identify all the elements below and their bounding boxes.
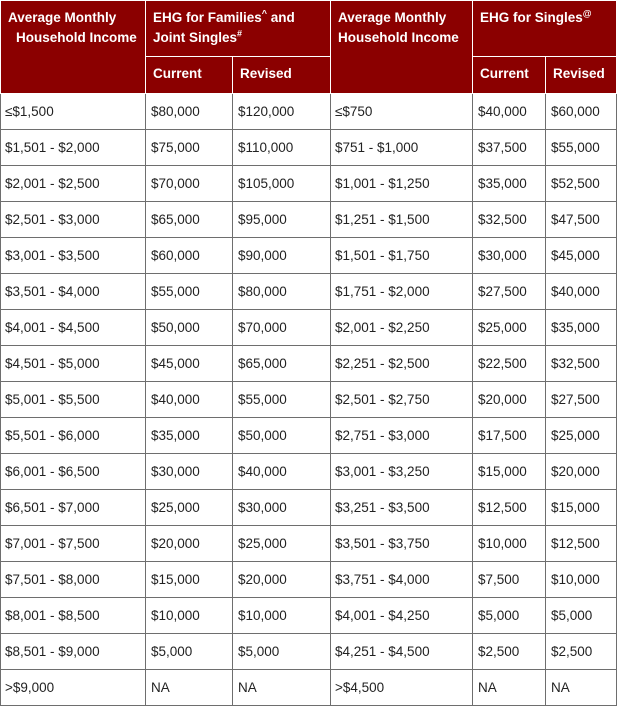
table-row (1, 274, 617, 310)
cell-family-income: $5,501 - $6,000 (1, 418, 146, 454)
table-row (1, 382, 617, 418)
cell-singles-current: NA (473, 670, 546, 706)
cell-singles-income: ≤$750 (331, 94, 473, 130)
cell-family-income: $3,001 - $3,500 (1, 238, 146, 274)
cell-singles-current: $2,500 (473, 634, 546, 670)
cell-families-revised: $40,000 (233, 454, 331, 490)
cell-families-revised: $90,000 (233, 238, 331, 274)
cell-families-current: $50,000 (146, 310, 233, 346)
cell-singles-income: $2,001 - $2,250 (331, 310, 473, 346)
cell-families-revised: $30,000 (233, 490, 331, 526)
cell-singles-current: $37,500 (473, 130, 546, 166)
cell-singles-current: $15,000 (473, 454, 546, 490)
cell-family-income: ≤$1,500 (1, 94, 146, 130)
table-row (1, 526, 617, 562)
cell-singles-current: $5,000 (473, 598, 546, 634)
cell-singles-current: $10,000 (473, 526, 546, 562)
cell-families-current: $65,000 (146, 202, 233, 238)
cell-family-income: $4,501 - $5,000 (1, 346, 146, 382)
table-row (1, 454, 617, 490)
cell-singles-revised: $27,500 (546, 382, 617, 418)
cell-family-income: $5,001 - $5,500 (1, 382, 146, 418)
table-row (1, 598, 617, 634)
cell-singles-income: $2,501 - $2,750 (331, 382, 473, 418)
header-singles-current: Current (473, 57, 546, 94)
cell-singles-revised: $55,000 (546, 130, 617, 166)
cell-families-current: $70,000 (146, 166, 233, 202)
cell-singles-revised: $35,000 (546, 310, 617, 346)
cell-families-current: $55,000 (146, 274, 233, 310)
cell-singles-income: $3,001 - $3,250 (331, 454, 473, 490)
cell-families-current: $5,000 (146, 634, 233, 670)
cell-singles-income: $1,501 - $1,750 (331, 238, 473, 274)
cell-families-revised: $95,000 (233, 202, 331, 238)
cell-singles-income: $4,251 - $4,500 (331, 634, 473, 670)
cell-family-income: $2,001 - $2,500 (1, 166, 146, 202)
cell-singles-current: $27,500 (473, 274, 546, 310)
cell-family-income: $7,501 - $8,000 (1, 562, 146, 598)
cell-families-current: $40,000 (146, 382, 233, 418)
header-family-income-line2: Household Income (16, 30, 137, 45)
cell-families-current: $75,000 (146, 130, 233, 166)
cell-families-current: $45,000 (146, 346, 233, 382)
header-ehg-families-and: and (267, 10, 295, 25)
cell-families-current: $60,000 (146, 238, 233, 274)
cell-singles-income: $751 - $1,000 (331, 130, 473, 166)
cell-singles-current: $22,500 (473, 346, 546, 382)
cell-families-revised: $110,000 (233, 130, 331, 166)
cell-singles-revised: $47,500 (546, 202, 617, 238)
cell-family-income: $8,501 - $9,000 (1, 634, 146, 670)
header-family-income-line1: Average Monthly (8, 10, 117, 25)
table-row (1, 238, 617, 274)
header-singles-revised: Revised (546, 57, 617, 94)
header-row-primary (1, 1, 617, 57)
table-row (1, 130, 617, 166)
cell-singles-income: $3,501 - $3,750 (331, 526, 473, 562)
cell-singles-revised: $60,000 (546, 94, 617, 130)
cell-singles-revised: $15,000 (546, 490, 617, 526)
table-body (1, 94, 617, 706)
cell-families-revised: $70,000 (233, 310, 331, 346)
cell-families-current: NA (146, 670, 233, 706)
cell-families-current: $10,000 (146, 598, 233, 634)
table-row (1, 310, 617, 346)
cell-families-revised: $10,000 (233, 598, 331, 634)
cell-families-revised: $50,000 (233, 418, 331, 454)
table-row (1, 94, 617, 130)
header-ehg-joint-hash: # (237, 28, 243, 39)
cell-singles-income: $2,751 - $3,000 (331, 418, 473, 454)
cell-singles-income: $1,001 - $1,250 (331, 166, 473, 202)
cell-family-income: $6,501 - $7,000 (1, 490, 146, 526)
cell-family-income: >$9,000 (1, 670, 146, 706)
table-row (1, 346, 617, 382)
header-singles-income (331, 1, 473, 94)
cell-singles-current: $7,500 (473, 562, 546, 598)
table-row (1, 562, 617, 598)
cell-families-current: $30,000 (146, 454, 233, 490)
header-ehg-families-text: EHG for Families (153, 10, 262, 25)
header-singles-income-line2: Household Income (338, 30, 459, 45)
cell-singles-revised: $32,500 (546, 346, 617, 382)
cell-singles-current: $20,000 (473, 382, 546, 418)
cell-families-revised: $25,000 (233, 526, 331, 562)
cell-singles-revised: $45,000 (546, 238, 617, 274)
header-families-revised: Revised (233, 57, 331, 94)
cell-singles-income: $3,251 - $3,500 (331, 490, 473, 526)
cell-singles-revised: $12,500 (546, 526, 617, 562)
cell-singles-current: $30,000 (473, 238, 546, 274)
cell-family-income: $8,001 - $8,500 (1, 598, 146, 634)
cell-singles-revised: NA (546, 670, 617, 706)
cell-singles-current: $12,500 (473, 490, 546, 526)
cell-singles-revised: $2,500 (546, 634, 617, 670)
cell-singles-revised: $5,000 (546, 598, 617, 634)
cell-singles-income: >$4,500 (331, 670, 473, 706)
header-ehg-joint-singles: Joint Singles (153, 30, 238, 45)
header-ehg-families (146, 1, 331, 57)
cell-singles-income: $3,751 - $4,000 (331, 562, 473, 598)
cell-singles-income: $1,251 - $1,500 (331, 202, 473, 238)
cell-families-revised: $5,000 (233, 634, 331, 670)
header-singles-income-line1: Average Monthly (338, 10, 447, 25)
cell-families-revised: $80,000 (233, 274, 331, 310)
cell-singles-income: $2,251 - $2,500 (331, 346, 473, 382)
cell-families-revised: $65,000 (233, 346, 331, 382)
table-row (1, 490, 617, 526)
cell-families-current: $15,000 (146, 562, 233, 598)
cell-singles-current: $35,000 (473, 166, 546, 202)
header-ehg-families-caret: ^ (261, 8, 268, 19)
cell-singles-current: $17,500 (473, 418, 546, 454)
cell-families-current: $80,000 (146, 94, 233, 130)
cell-family-income: $3,501 - $4,000 (1, 274, 146, 310)
table-row (1, 202, 617, 238)
cell-families-current: $25,000 (146, 490, 233, 526)
cell-families-revised: $120,000 (233, 94, 331, 130)
cell-singles-revised: $40,000 (546, 274, 617, 310)
cell-singles-revised: $52,500 (546, 166, 617, 202)
cell-singles-revised: $25,000 (546, 418, 617, 454)
cell-family-income: $7,001 - $7,500 (1, 526, 146, 562)
cell-families-revised: $55,000 (233, 382, 331, 418)
cell-singles-current: $25,000 (473, 310, 546, 346)
header-ehg-singles-text: EHG for Singles (480, 10, 583, 25)
table-row (1, 634, 617, 670)
table-row (1, 670, 617, 706)
header-families-current: Current (146, 57, 233, 94)
cell-families-revised: NA (233, 670, 331, 706)
cell-family-income: $1,501 - $2,000 (1, 130, 146, 166)
cell-family-income: $2,501 - $3,000 (1, 202, 146, 238)
cell-families-current: $35,000 (146, 418, 233, 454)
cell-singles-income: $4,001 - $4,250 (331, 598, 473, 634)
cell-singles-income: $1,751 - $2,000 (331, 274, 473, 310)
cell-singles-revised: $20,000 (546, 454, 617, 490)
cell-families-revised: $105,000 (233, 166, 331, 202)
cell-family-income: $4,001 - $4,500 (1, 310, 146, 346)
cell-families-current: $20,000 (146, 526, 233, 562)
header-family-income (1, 1, 146, 94)
table-row (1, 166, 617, 202)
header-ehg-singles (473, 1, 617, 57)
cell-singles-revised: $10,000 (546, 562, 617, 598)
table-row (1, 418, 617, 454)
header-ehg-singles-at: @ (582, 8, 592, 19)
cell-singles-current: $40,000 (473, 94, 546, 130)
cell-singles-current: $32,500 (473, 202, 546, 238)
cell-families-revised: $20,000 (233, 562, 331, 598)
cell-family-income: $6,001 - $6,500 (1, 454, 146, 490)
